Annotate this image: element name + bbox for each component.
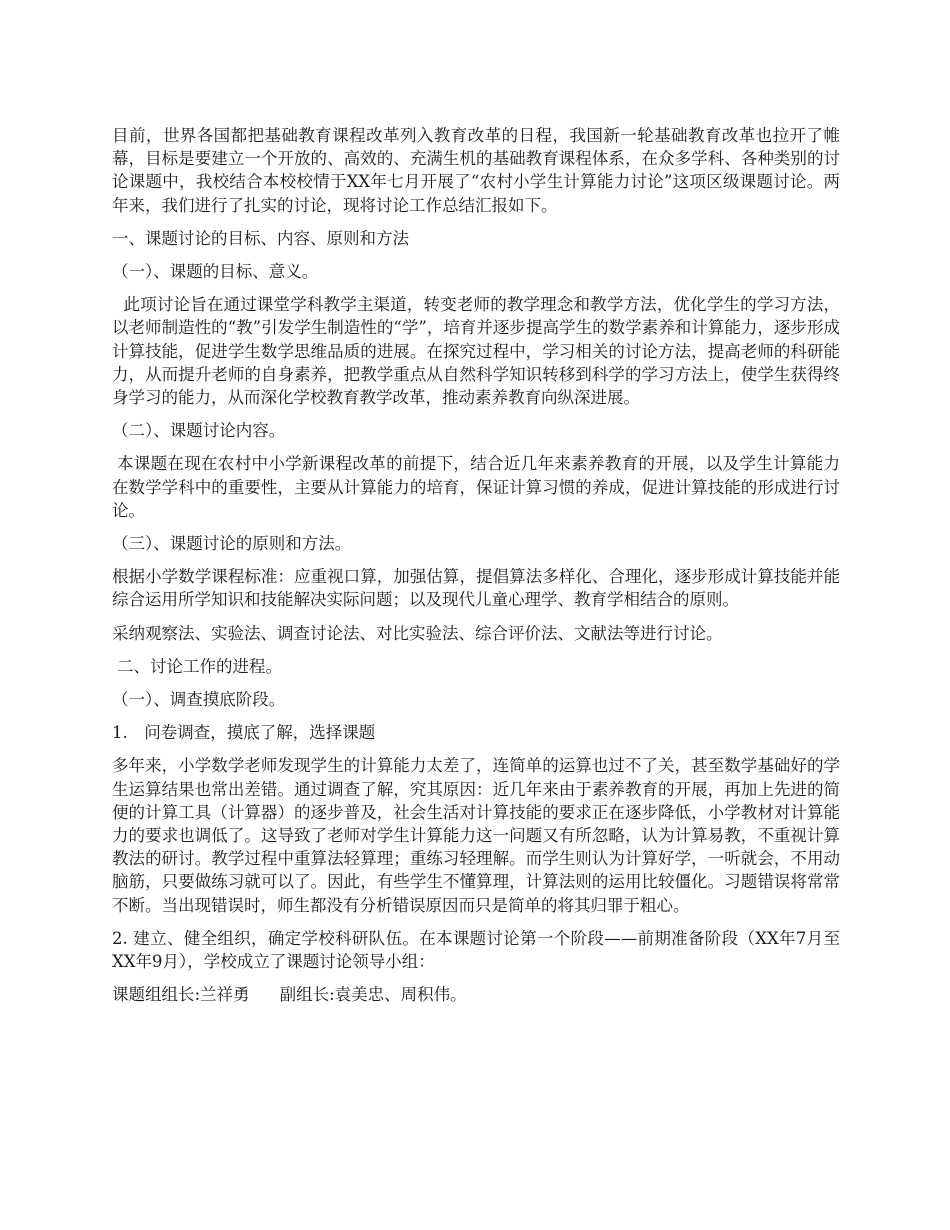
section-1-sub-3-paragraph-2: 采纳观察法、实验法、调查讨论法、对比实验法、综合评价法、文献法等进行讨论。	[112, 623, 723, 643]
section-1-sub-3-heading: （三）、课题讨论的原则和方法。	[112, 534, 352, 554]
section-2-heading: 二、讨论工作的进程。	[116, 656, 282, 676]
deputy-leaders: 副组长:袁美忠、周积伟。	[279, 985, 467, 1005]
intro-paragraph: 目前，世界各国都把基础教育课程改革列入教育改革的日程，我国新一轮基础教育改革也拉开了帷幕，目标是要建立一个开放的、高效的、充满生机的基础教育课程体系，在众多学科、各种类别的讨论课题中，我校结合本校校情于XX年七月开展了“农村小学生计算能力讨论”这项区级课题讨论。两年来，我们进行了扎实的讨论，现将讨论工作总结汇报如下。	[112, 126, 840, 215]
team-leader: 课题组组长:兰祥勇	[112, 985, 250, 1005]
section-2-sub-1-heading: （一）、调查摸底阶段。	[112, 690, 286, 710]
section-1-sub-1-heading: （一）、课题的目标、意义。	[112, 262, 319, 282]
section-1-sub-2-heading: （二）、课题讨论内容。	[112, 421, 286, 441]
section-2-item-1-heading: 1. 问卷调查，摸底了解，选择课题	[112, 723, 376, 743]
section-1-sub-2-paragraph: 本课题在现在农村中小学新课程改革的前提下，结合近几年来素养教育的开展，以及学生计算能力在数学学科中的重要性，主要从计算能力的培育，保证计算习惯的养成，促进计算技能的形成进行讨论。	[112, 454, 840, 520]
section-2-item-2-paragraph: 2. 建立、健全组织，确定学校科研队伍。在本课题讨论第一个阶段——前期准备阶段（XX年7月至XX年9月），学校成立了课题讨论领导小组：	[112, 928, 840, 972]
team-leaders-line	[112, 983, 840, 1006]
section-1-sub-1-paragraph: 此项讨论旨在通过课堂学科教学主渠道，转变老师的教学理念和教学方法，优化学生的学习方法，以老师制造性的“教”引发学生制造性的“学”，培育并逐步提高学生的数学素养和计算能力，逐步形成计算技能，促进学生数学思维品质的进展。在探究过程中，学习相关的讨论方法，提高老师的科研能力，从而提升老师的自身素养，把教学重点从自然科学知识转移到科学的学习方法上，使学生获得终身学习的能力，从而深化学校教育教学改革，推动素养教育向纵深进展。	[112, 295, 840, 408]
section-1-sub-3-paragraph-1: 根据小学数学课程标准：应重视口算，加强估算，提倡算法多样化、合理化，逐步形成计算技能并能综合运用所学知识和技能解决实际问题；以及现代儿童心理学、教育学相结合的原则。	[112, 567, 840, 610]
document-body	[112, 124, 840, 1017]
section-2-item-1-paragraph: 多年来，小学数学老师发现学生的计算能力太差了，连简单的运算也过不了关，甚至数学基础好的学生运算结果也常出差错。通过调查了解，究其原因：近几年来由于素养教育的开展，再加上先进的简便的计算工具（计算器）的逐步普及，社会生活对计算技能的要求正在逐步降低，小学教材对计算能力的要求也调低了。这导致了老师对学生计算能力这一问题又有所忽略，认为计算易教，不重视计算教法的研讨。教学过程中重算法轻算理；重练习轻理解。而学生则认为计算好学，一听就会，不用动脑筋，只要做练习就可以了。因此，有些学生不懂算理，计算法则的运用比较僵化。习题错误将常常不断。当出现错误时，师生都没有分析错误原因而只是简单的将其归罪于粗心。	[112, 756, 840, 915]
section-1-heading: 一、课题讨论的目标、内容、原则和方法	[112, 228, 409, 248]
